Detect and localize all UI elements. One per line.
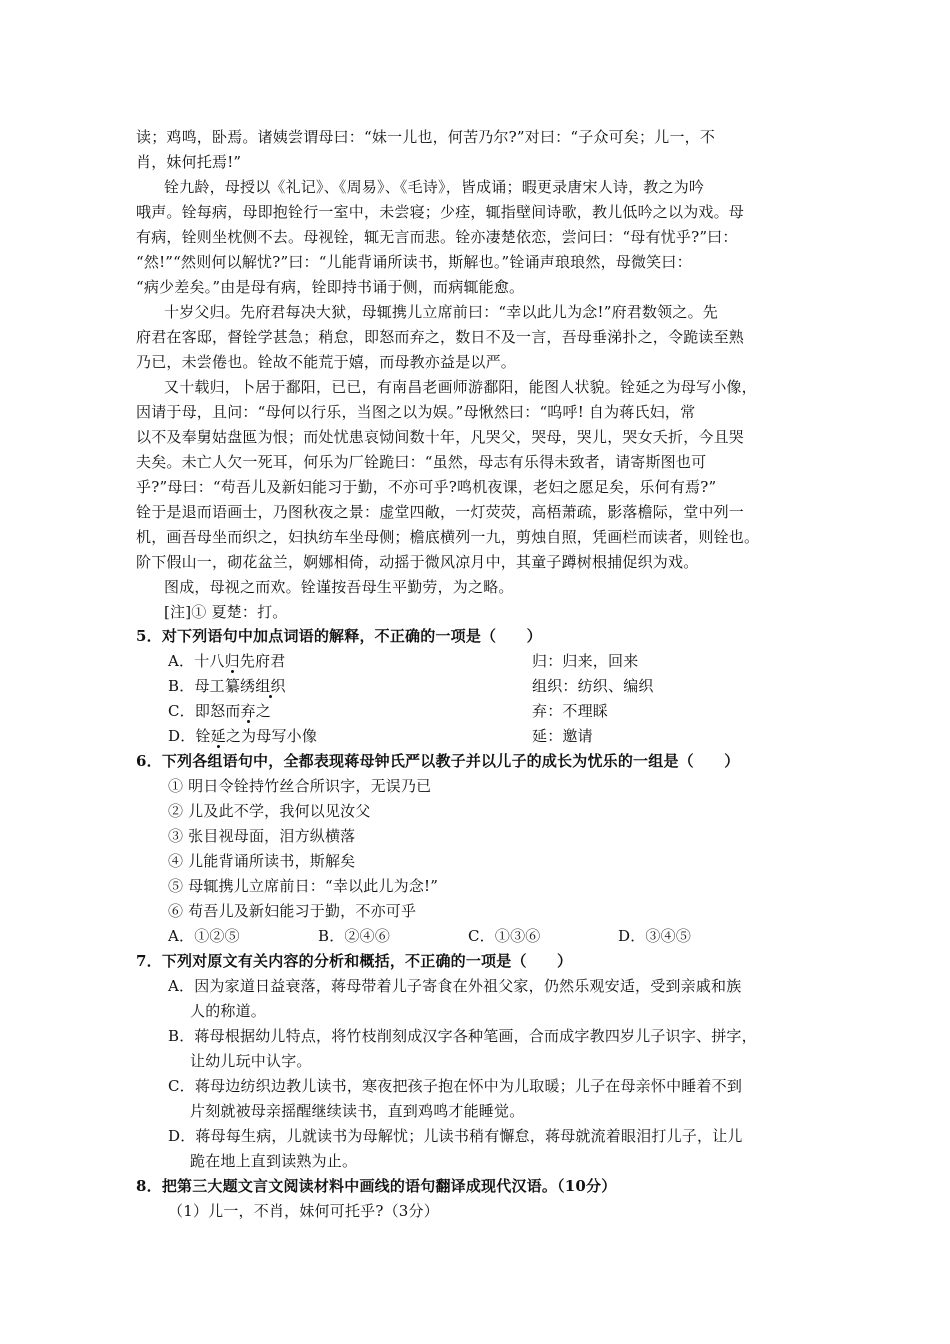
passage-line: 有病，铨则坐枕侧不去。母视铨，辄无言而悲。铨亦凄楚依恋，尝问曰：“母有忧乎?”曰：	[136, 228, 738, 246]
q8-sub-1: （1）儿一，不肖，妹何可托乎?（3分）	[168, 1202, 439, 1220]
option-text: 先府君	[239, 652, 286, 670]
passage-line: 机，画吾母坐而织之，妇执纺车坐母侧；檐底横列一九，剪烛自照，凭画栏而读者，则铨也。	[136, 528, 760, 546]
q6-item: ③ 张目视母面，泪方纵横落	[168, 827, 356, 845]
annotation-note: [注]① 夏楚：打。	[164, 603, 288, 621]
q7-option-b: B．蒋母根据幼儿特点，将竹枝削刻成汉字各种笔画，合而成字教四岁儿子识字、拼字，	[168, 1027, 757, 1045]
option-label: A．	[168, 652, 195, 670]
passage-line: 铨于是退而语画士，乃图秋夜之景：虚堂四敞，一灯荧荧，高梧萧疏，影落檐际，堂中列一	[136, 503, 745, 521]
q7-option-c-cont: 片刻就被母亲摇醒继续读书，直到鸡鸣才能睡觉。	[190, 1102, 525, 1120]
dotted-word: 归	[224, 652, 240, 670]
option-text: 母工纂绣	[194, 677, 256, 695]
dotted-word: 延	[210, 727, 226, 745]
passage-line: 哦声。铨每病，母即抱铨行一室中，未尝寝；少痊，辄指壁间诗歌，教儿低吟之以为戏。母	[136, 203, 745, 221]
option-gloss: 弃：不理睬	[532, 702, 609, 720]
q6-item: ⑤ 母辄携儿立席前日：“幸以此儿为念!”	[168, 877, 439, 895]
option-gloss: 组织：纺织、编织	[532, 677, 654, 695]
passage-line: 铨九龄，母授以《礼记》、《周易》、《毛诗》，皆成诵；暇更录唐宋人诗，教之为吟	[164, 178, 705, 196]
passage-line: 又十载归，卜居于鄱阳，已已，有南昌老画师游鄱阳，能图人状貌。铨延之为母写小像，	[164, 378, 757, 396]
question-5-stem: 5．对下列语句中加点词语的解释，不正确的一项是（ ）	[136, 627, 542, 645]
q5-option-c	[168, 700, 609, 722]
q7-option-c: C．蒋母边纺织边教儿读书，寒夜把孩子抱在怀中为儿取暖；儿子在母亲怀中睡着不到	[168, 1077, 743, 1095]
passage-line: 夫矣。未亡人欠一死耳，何乐为厂铨跪曰：“虽然，母志有乐得未致者，请寄斯图也可	[136, 453, 707, 471]
option-label: B．	[168, 677, 195, 695]
q5-option-b	[168, 675, 654, 697]
passage-line: 阶下假山一，砌花盆兰，婀娜相倚，动摇于微风凉月中，其童子蹲树根捕促织为戏。	[136, 553, 699, 571]
passage-line: 肖，妹何托焉!”	[136, 153, 242, 171]
q7-option-a-cont: 人的称道。	[190, 1002, 267, 1020]
option-text: 之为母写小像	[225, 727, 318, 745]
passage-line: 图成，母视之而欢。铨谨按吾母生平勤劳，为之略。	[164, 578, 514, 596]
choice-d: D．③④⑤	[618, 927, 692, 945]
question-7-stem: 7．下列对原文有关内容的分析和概括，不正确的一项是（ ）	[136, 952, 573, 970]
option-text: 十八	[194, 652, 225, 670]
passage-line: 十岁父归。先府君每决大狱，母辄携儿立席前曰：“幸以此儿为念!”府君数领之。先	[164, 303, 718, 321]
dotted-word: 弃	[240, 702, 256, 720]
dotted-word: 组织	[255, 677, 286, 695]
q7-option-d-cont: 跪在地上直到读熟为止。	[190, 1152, 358, 1170]
passage-line: 乎?”母曰：“苟吾儿及新妇能习于勤，不亦可乎?鸣机夜课，老妇之愿足矣，乐何有焉?”	[136, 478, 717, 496]
passage-line: 以不及奉舅姑盘匜为恨；而处忧患哀恸间数十年，凡哭父，哭母，哭儿，哭女夭折，今且哭	[136, 428, 745, 446]
q5-option-d	[168, 725, 593, 747]
q6-item: ⑥ 苟吾儿及新妇能习于勤，不亦可乎	[168, 902, 417, 920]
option-label: C．	[168, 702, 195, 720]
option-text: 即怒而	[194, 702, 241, 720]
q6-item: ① 明日令铨持竹丝合所识字，无误乃已	[168, 777, 432, 795]
option-text: 之	[255, 702, 271, 720]
q6-item: ② 儿及此不学，我何以见汝父	[168, 802, 371, 820]
option-gloss: 归：归来，回来	[532, 652, 639, 670]
passage-line: 因请于母，且问：“母何以行乐，当图之以为娱。”母愀然曰：“呜呼! 自为蒋氏妇，常	[136, 403, 696, 421]
q7-option-d: D．蒋母每生病，儿就读书为母解忧；儿读书稍有懈怠，蒋母就流着眼泪打儿子，让儿	[168, 1127, 743, 1145]
q5-option-a	[168, 650, 639, 672]
q6-item: ④ 儿能背诵所读书，斯解矣	[168, 852, 356, 870]
option-gloss: 延：邀请	[532, 727, 593, 745]
option-label: D．	[168, 727, 196, 745]
option-text: 铨	[195, 727, 211, 745]
question-8-stem: 8．把第三大题文言文阅读材料中画线的语句翻译成现代汉语。（10分）	[136, 1177, 617, 1195]
q6-choices	[168, 925, 768, 947]
choice-a: A．①②⑤	[168, 927, 240, 945]
q7-option-a: A．因为家道日益衰落，蒋母带着儿子寄食在外祖父家，仍然乐观安适，受到亲戚和族	[168, 977, 742, 995]
q7-option-b-cont: 让幼儿玩中认字。	[190, 1052, 312, 1070]
passage-line: 乃已，未尝倦也。铨故不能荒于嬉，而母教亦益是以严。	[136, 353, 517, 371]
passage-line: “病少差矣。”由是母有病，铨即持书诵于侧，而病辄能愈。	[136, 278, 525, 296]
passage-line: “然!”“然则何以解忧?”曰：“儿能背诵所读书，斯解也。”铨诵声琅琅然，母微笑曰：	[136, 253, 692, 271]
choice-b: B．②④⑥	[318, 927, 391, 945]
question-6-stem: 6．下列各组语句中，全都表现蒋母钟氏严以教子并以儿子的成长为忧乐的一组是（ ）	[136, 752, 740, 770]
passage-line: 读；鸡鸣，卧焉。诸姨尝谓母曰：“妹一儿也，何苦乃尔?”对曰：“子众可矣；儿一，不	[136, 128, 716, 146]
choice-c: C．①③⑥	[468, 927, 541, 945]
passage-line: 府君在客邸，督铨学甚急；稍怠，即怒而弃之，数日不及一言，吾母垂涕扑之，令跪读至熟	[136, 328, 745, 346]
